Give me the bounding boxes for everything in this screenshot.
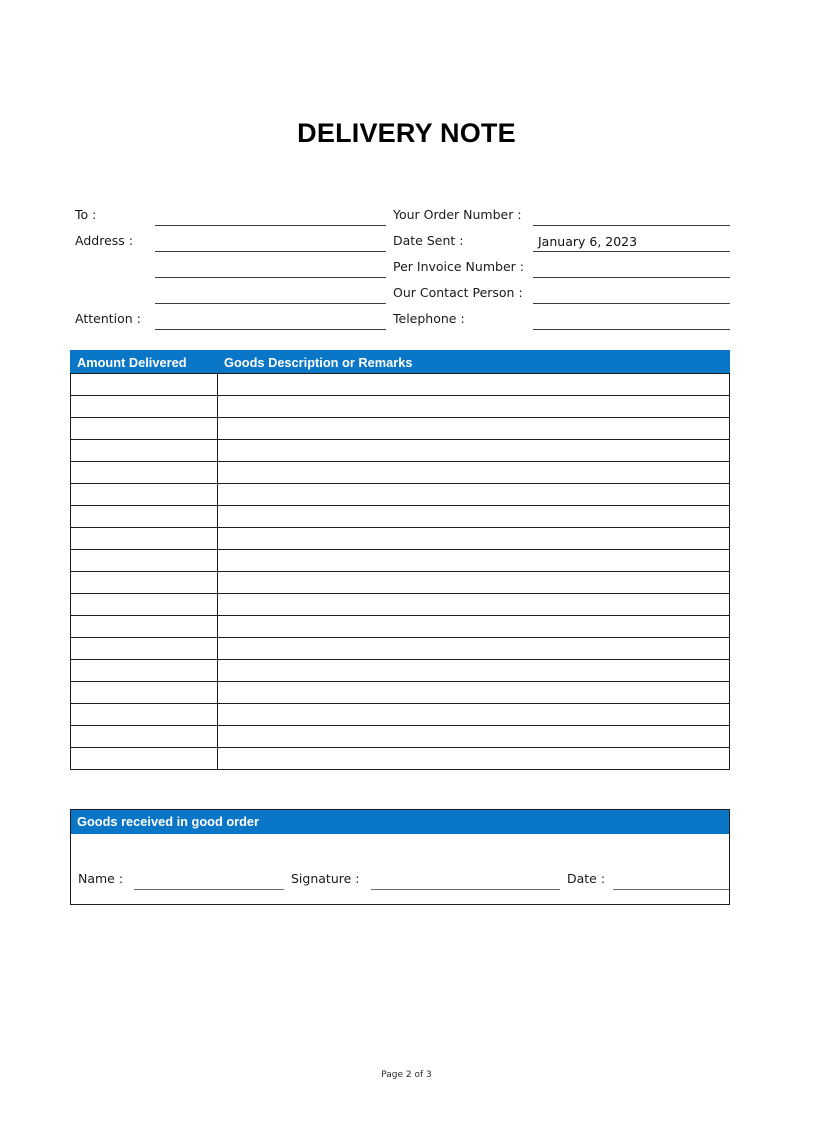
cell-goods-description[interactable] [218,396,730,418]
goods-table-head [71,351,730,374]
cell-goods-description[interactable] [218,462,730,484]
goods-received-heading: Goods received in good order [71,810,729,834]
input-date[interactable] [613,889,729,890]
table-row[interactable] [71,616,730,638]
cell-amount-delivered[interactable] [71,748,218,770]
field-label-our-contact-person: Our Contact Person : [393,285,523,300]
cell-goods-description[interactable] [218,440,730,462]
table-row[interactable] [71,572,730,594]
table-row[interactable] [71,462,730,484]
goods-table-body [71,374,730,770]
field-input-to[interactable] [155,225,386,226]
table-row[interactable] [71,594,730,616]
input-name[interactable] [134,889,284,890]
field-label-address: Address : [75,233,133,248]
cell-goods-description[interactable] [218,726,730,748]
cell-goods-description[interactable] [218,704,730,726]
field-label-your-order-number: Your Order Number : [393,207,522,222]
cell-amount-delivered[interactable] [71,704,218,726]
cell-amount-delivered[interactable] [71,660,218,682]
goods-table-header-row [71,351,730,374]
address-and-order-details [70,205,730,335]
cell-goods-description[interactable] [218,660,730,682]
cell-goods-description[interactable] [218,484,730,506]
field-label-attention: Attention : [75,311,141,326]
field-input-date-sent[interactable] [533,251,730,252]
cell-goods-description[interactable] [218,418,730,440]
label-signature: Signature : [291,871,360,886]
field-label-date-sent: Date Sent : [393,233,464,248]
table-row[interactable] [71,396,730,418]
cell-goods-description[interactable] [218,506,730,528]
cell-amount-delivered[interactable] [71,418,218,440]
cell-goods-description[interactable] [218,616,730,638]
cell-amount-delivered[interactable] [71,484,218,506]
cell-amount-delivered[interactable] [71,638,218,660]
field-input-address-line-1[interactable] [155,251,386,252]
table-row[interactable] [71,704,730,726]
table-row[interactable] [71,528,730,550]
page-number-footer: Page 2 of 3 [381,1070,432,1080]
table-row[interactable] [71,418,730,440]
field-input-per-invoice-number[interactable] [533,277,730,278]
table-row[interactable] [71,440,730,462]
form-row [70,231,730,257]
table-row[interactable] [71,682,730,704]
field-input-our-contact-person[interactable] [533,303,730,304]
table-row[interactable] [71,726,730,748]
cell-amount-delivered[interactable] [71,440,218,462]
goods-table [70,350,730,770]
cell-amount-delivered[interactable] [71,506,218,528]
table-row[interactable] [71,748,730,770]
column-header-goods-description: Goods Description or Remarks [218,351,730,374]
field-input-telephone[interactable] [533,329,730,330]
field-input-your-order-number[interactable] [533,225,730,226]
field-label-per-invoice-number: Per Invoice Number : [393,259,524,274]
cell-amount-delivered[interactable] [71,462,218,484]
cell-goods-description[interactable] [218,682,730,704]
cell-goods-description[interactable] [218,528,730,550]
signature-row [71,834,729,905]
cell-amount-delivered[interactable] [71,616,218,638]
label-name: Name : [78,871,124,886]
cell-amount-delivered[interactable] [71,528,218,550]
field-label-telephone: Telephone : [393,311,465,326]
cell-goods-description[interactable] [218,748,730,770]
table-row[interactable] [71,484,730,506]
table-row[interactable] [71,660,730,682]
field-input-address-line-2[interactable] [155,277,386,278]
cell-amount-delivered[interactable] [71,396,218,418]
cell-amount-delivered[interactable] [71,682,218,704]
form-row [70,257,730,283]
field-input-address-line-3[interactable] [155,303,386,304]
cell-amount-delivered[interactable] [71,594,218,616]
cell-goods-description[interactable] [218,594,730,616]
table-row[interactable] [71,506,730,528]
cell-amount-delivered[interactable] [71,374,218,396]
column-header-amount-delivered: Amount Delivered [71,351,218,374]
cell-goods-description[interactable] [218,572,730,594]
cell-amount-delivered[interactable] [71,572,218,594]
field-input-attention[interactable] [155,329,386,330]
page-title: DELIVERY NOTE [297,118,516,148]
goods-received-box [70,809,730,905]
form-row [70,205,730,231]
form-row [70,283,730,309]
table-row[interactable] [71,638,730,660]
form-row [70,309,730,335]
field-value-date-sent: January 6, 2023 [538,234,638,249]
cell-goods-description[interactable] [218,638,730,660]
field-label-to: To : [75,207,97,222]
cell-amount-delivered[interactable] [71,726,218,748]
table-row[interactable] [71,374,730,396]
cell-goods-description[interactable] [218,374,730,396]
label-date: Date : [567,871,606,886]
table-row[interactable] [71,550,730,572]
input-signature[interactable] [371,889,560,890]
cell-amount-delivered[interactable] [71,550,218,572]
cell-goods-description[interactable] [218,550,730,572]
